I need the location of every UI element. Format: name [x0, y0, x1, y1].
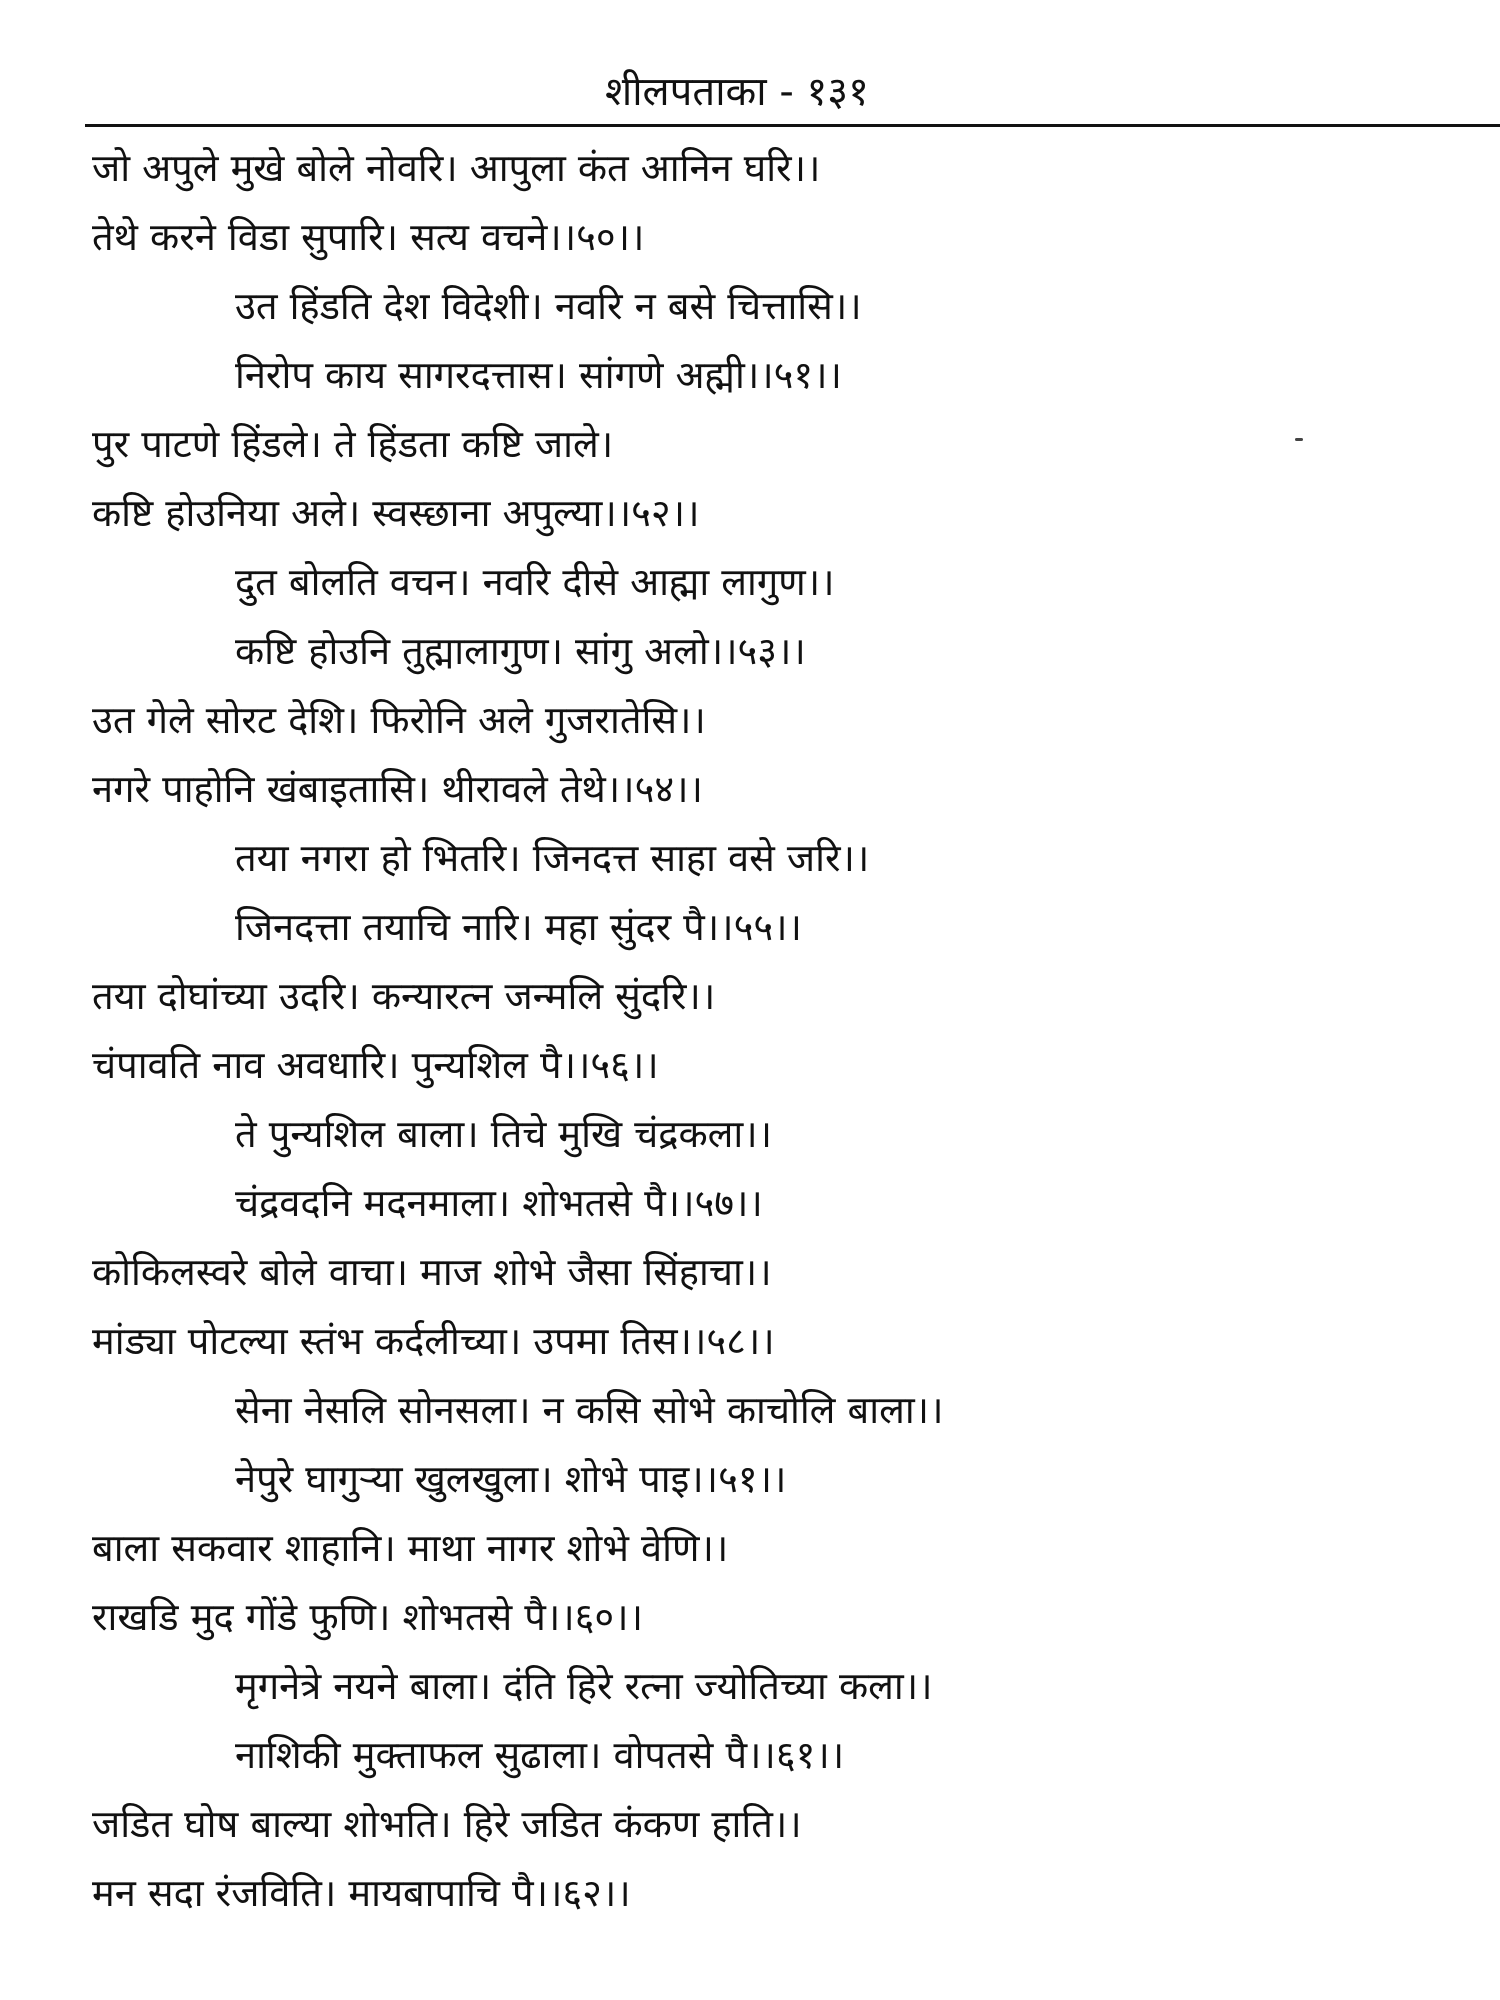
verse-line: कष्टि होउनिया अले। स्वस्छाना अपुल्या।।५२।।: [92, 491, 700, 535]
verse-line: कष्टि होउनि तुह्मालागुण। सांगु अलो।।५३।।: [235, 629, 806, 673]
header-divider: [85, 124, 1500, 127]
verse-line: पुर पाटणे हिंडले। ते हिंडता कष्टि जाले।: [92, 422, 614, 466]
verse-line: जडित घोष बाल्या शोभति। हिरे जडित कंकण हाति।।: [92, 1802, 802, 1846]
verse-line: नगरे पाहोनि खंबाइतासि। थीरावले तेथे।।५४।।: [92, 767, 703, 811]
verse-line: जिनदत्ता तयाचि नारि। महा सुंदर पै।।५५।।: [235, 905, 802, 949]
verse-line: नेपुरे घागुऱ्या खुलखुला। शोभे पाइ।।५१।।: [235, 1457, 787, 1501]
verse-line: सेना नेसलि सोनसला। न कसि सोभे काचोलि बाला।।: [235, 1388, 944, 1432]
verse-line: उत गेले सोरट देशि। फिरोनि अले गुजरातेसि।।: [92, 698, 706, 742]
verse-line: तया दोघांच्या उदरि। कन्यारत्न जन्मलि सुंदरि।।: [92, 974, 716, 1018]
page-header: [0, 60, 1500, 120]
verse-line: नाशिकी मुक्ताफल सुढाला। वोपतसे पै।।६१।।: [235, 1733, 845, 1777]
verse-line: निरोप काय सागरदत्तास। सांगणे अह्मी।।५१।।: [235, 353, 842, 397]
verse-line: राखडि मुद गोंडे फुणि। शोभतसे पै।।६०।।: [92, 1595, 643, 1639]
verse-line: जो अपुले मुखे बोले नोवरि। आपुला कंत आनिन घरि।।: [92, 146, 821, 190]
verse-line: बाला सकवार शाहानि। माथा नागर शोभे वेणि।।: [92, 1526, 729, 1570]
verse-line: दुत बोलति वचन। नवरि दीसे आह्मा लागुण।।: [235, 560, 835, 604]
verse-line: तेथे करने विडा सुपारि। सत्य वचने।।५०।।: [92, 215, 645, 259]
page-title: शीलपताका - १३१: [605, 69, 869, 115]
verse-line: चंपावति नाव अवधारि। पुन्यशिल पै।।५६।।: [92, 1043, 659, 1087]
verse-line: कोकिलस्वरे बोले वाचा। माज शोभे जैसा सिंहाचा।।: [92, 1250, 772, 1294]
scan-speck: [1295, 438, 1303, 441]
verse-line: उत हिंडति देश विदेशी। नवरि न बसे चित्तासि।।: [235, 284, 862, 328]
verse-line: मांड्या पोटल्या स्तंभ कर्दलीच्या। उपमा तिस।।५८।।: [92, 1319, 775, 1363]
verse-line: ते पुन्यशिल बाला। तिचे मुखि चंद्रकला।।: [235, 1112, 773, 1156]
verse-line: तया नगरा हो भितरि। जिनदत्त साहा वसे जरि।।: [235, 836, 870, 880]
verse-line: चंद्रवदनि मदनमाला। शोभतसे पै।।५७।।: [235, 1181, 763, 1225]
verse-line: मृगनेत्रे नयने बाला। दंति हिरे रत्ना ज्योतिच्या कला।।: [235, 1664, 933, 1708]
verse-line: मन सदा रंजविति। मायबापाचि पै।।६२।।: [92, 1871, 631, 1915]
